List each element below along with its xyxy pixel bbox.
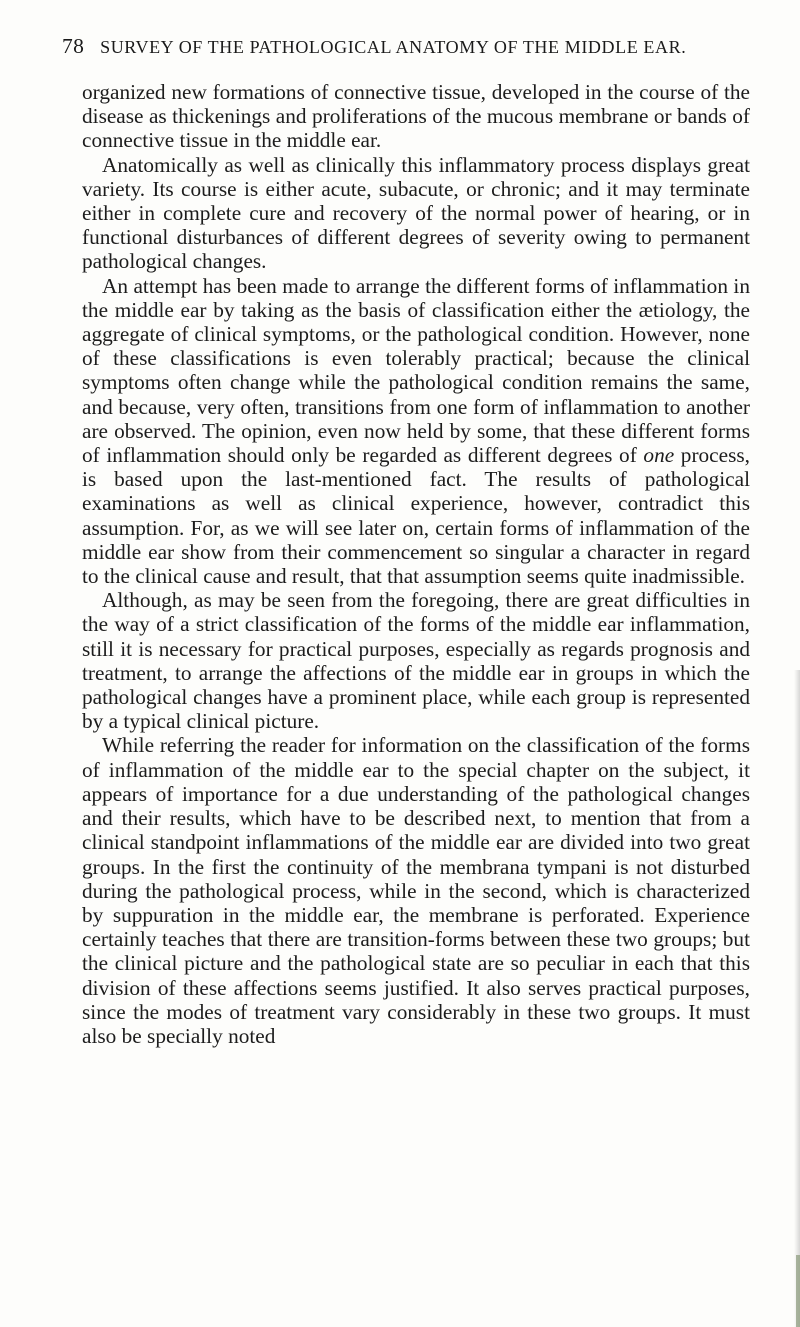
running-title: SURVEY OF THE PATHOLOGICAL ANATOMY OF THE MIDDLE EAR. xyxy=(100,37,687,57)
paragraph-3-italic: one xyxy=(643,443,675,468)
paragraph-4: Although, as may be seen from the foregoing, there are great difficulties in the way of a strict classification of the forms of the middle ear inflammation, still it is necessary for practical purposes, especially as regards prognosis and treatment, to arrange the affections of the middle ear in groups in which the pathological changes have a prominent place, while each group is represented by a typical clinical picture. xyxy=(82,588,750,734)
body-text xyxy=(82,80,750,1048)
page-edge-mark xyxy=(796,1255,800,1327)
paragraph-5: While referring the reader for information on the classification of the forms of inflammation of the middle ear to the special chapter on the subject, it appears of importance for a due understanding of the pathological changes and their results, which have to be described next, to mention that from a clinical standpoint inflammations of the middle ear are divided into two great groups. In the first the continuity of the membrana tympani is not disturbed during the pathological process, while in the second, which is characterized by suppuration in the middle ear, the membrane is perforated. Experience certainly teaches that there are transition-forms between these two groups; but the clinical picture and the pathological state are so peculiar in each that this division of these affections seems justified. It also serves practical purposes, since the modes of treatment vary considerably in these two groups. It must also be specially noted xyxy=(82,733,750,1048)
running-head xyxy=(62,34,752,59)
paragraph-3-part-1: An attempt has been made to arrange the different forms of inflammation in the middle ear by taking as the basis of classification either the ætiology, the aggregate of clinical symptoms, or the pathological condition. However, none of these classifications is even tolerably practical; because the clinical symptoms often change while the pathological condition remains the same, and because, very often, transitions from one form of inflammation to another are observed. The opinion, even now held by some, that these different forms of inflammation should only be regarded as different degrees of xyxy=(82,273,750,468)
page-number: 78 xyxy=(62,34,85,58)
paragraph-1: organized new formations of connective tissue, developed in the course of the disease as thickenings and proliferations of the mucous membrane or bands of connective tissue in the middle ear. xyxy=(82,80,750,153)
page-edge-shadow xyxy=(794,670,800,1327)
paragraph-3 xyxy=(82,274,750,589)
paragraph-2: Anatomically as well as clinically this inflammatory process displays great variety. Its course is either acute, subacute, or chronic; and it may terminate either in complete cure and recovery of the normal power of hearing, or in functional disturbances of different degrees of severity owing to permanent pathological changes. xyxy=(82,152,750,274)
paragraph-3-part-2: process, is based upon the last-mentioned fact. The results of pathological examinations as well as clinical experience, however, contradict this assumption. For, as we will see later on, certain forms of inflammation of the middle ear show from their commencement so singular a character in regard to the clinical cause and result, that that assumption seems quite inadmissible. xyxy=(82,443,750,589)
